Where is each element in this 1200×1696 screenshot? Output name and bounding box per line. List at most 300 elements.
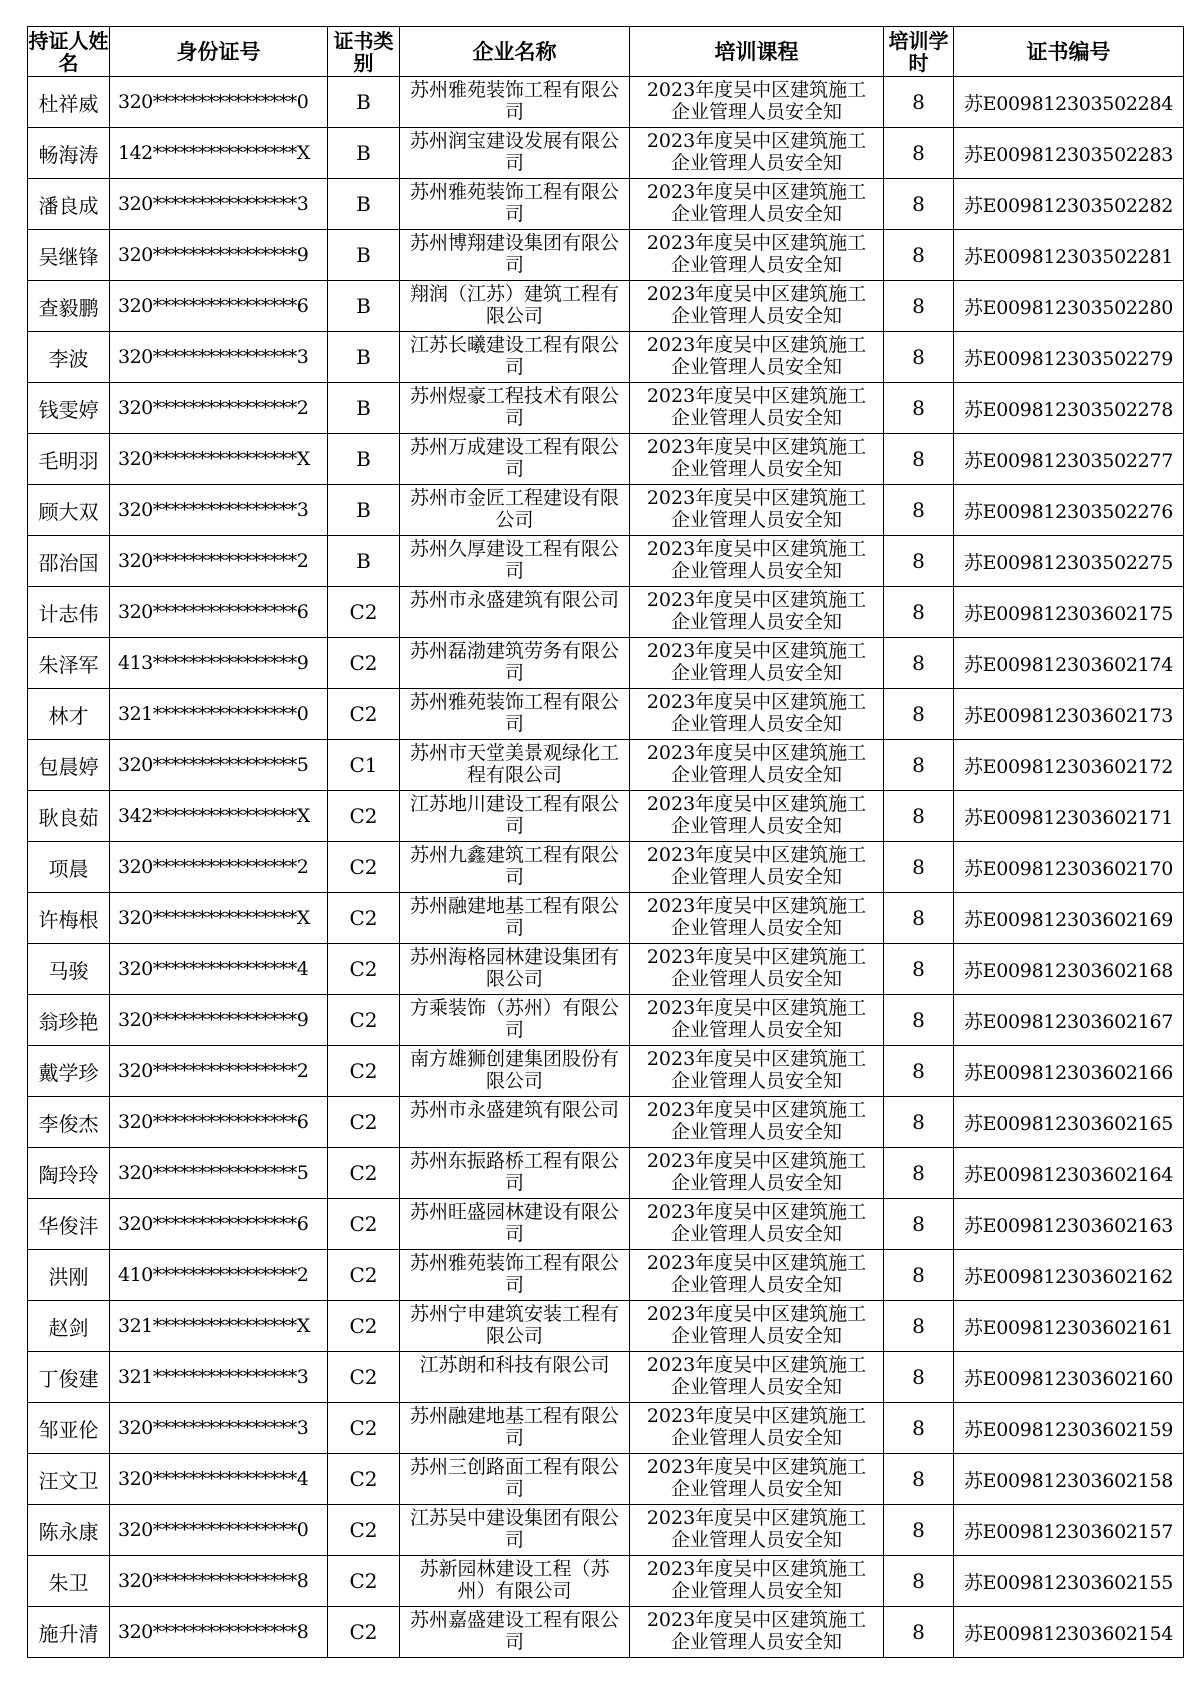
table-row [28, 1046, 1184, 1097]
course-cell-text: 2023年度吴中区建筑施工企业管理人员安全知 [646, 792, 867, 837]
course-cell-text: 2023年度吴中区建筑施工企业管理人员安全知 [646, 1302, 867, 1347]
holder-name-cell: 畅海涛 [28, 128, 110, 179]
header-course: 培训课程 [630, 27, 884, 77]
hours-cell: 8 [884, 1148, 954, 1199]
company-cell-text: 苏州雅苑装饰工程有限公司 [410, 180, 620, 225]
cert-number-cell: 苏E009812303602163 [954, 1199, 1184, 1250]
id-number-cell: 320****************6 [110, 587, 328, 638]
holder-name-cell: 邵治国 [28, 536, 110, 587]
cert-number-cell: 苏E009812303502277 [954, 434, 1184, 485]
cert-type-cell: C2 [328, 1199, 400, 1250]
holder-name-cell: 汪文卫 [28, 1454, 110, 1505]
course-cell-text: 2023年度吴中区建筑施工企业管理人员安全知 [646, 894, 867, 939]
header-hours: 培训学时 [884, 27, 954, 77]
table-row [28, 77, 1184, 128]
id-number-cell: 320****************5 [110, 1148, 328, 1199]
table-row [28, 1556, 1184, 1607]
cert-type-cell: C2 [328, 944, 400, 995]
course-cell [630, 128, 884, 179]
course-cell [630, 944, 884, 995]
course-cell-text: 2023年度吴中区建筑施工企业管理人员安全知 [646, 435, 867, 480]
company-cell-text: 苏州旺盛园林建设有限公司 [410, 1200, 620, 1245]
hours-cell: 8 [884, 485, 954, 536]
cert-number-cell: 苏E009812303602167 [954, 995, 1184, 1046]
id-number-cell: 410****************2 [110, 1250, 328, 1301]
hours-cell: 8 [884, 536, 954, 587]
course-cell [630, 791, 884, 842]
holder-name-cell: 陈永康 [28, 1505, 110, 1556]
table-row [28, 332, 1184, 383]
header-id-number: 身份证号 [110, 27, 328, 77]
cert-type-cell: C1 [328, 740, 400, 791]
holder-name-cell: 赵剑 [28, 1301, 110, 1352]
company-cell [400, 230, 630, 281]
company-cell-text: 苏州宁申建筑安装工程有限公司 [410, 1302, 620, 1347]
id-number-cell: 320****************9 [110, 230, 328, 281]
cert-number-cell: 苏E009812303502279 [954, 332, 1184, 383]
table-row [28, 740, 1184, 791]
table-row [28, 1097, 1184, 1148]
hours-cell: 8 [884, 1352, 954, 1403]
cert-type-cell: C2 [328, 1607, 400, 1658]
company-cell [400, 995, 630, 1046]
table-row [28, 689, 1184, 740]
cert-number-cell: 苏E009812303602172 [954, 740, 1184, 791]
course-cell [630, 485, 884, 536]
course-cell [630, 332, 884, 383]
company-cell [400, 740, 630, 791]
hours-cell: 8 [884, 1199, 954, 1250]
holder-name-cell: 杜祥威 [28, 77, 110, 128]
company-cell-text: 苏州三创路面工程有限公司 [410, 1455, 620, 1500]
table-row [28, 791, 1184, 842]
company-cell [400, 179, 630, 230]
course-cell [630, 1607, 884, 1658]
holder-name-cell: 计志伟 [28, 587, 110, 638]
cert-type-cell: B [328, 77, 400, 128]
id-number-cell: 320****************2 [110, 536, 328, 587]
table-row [28, 842, 1184, 893]
company-cell-text: 苏州雅苑装饰工程有限公司 [410, 1251, 620, 1296]
company-cell-text: 苏州市天堂美景观绿化工程有限公司 [410, 741, 620, 786]
hours-cell: 8 [884, 791, 954, 842]
cert-type-cell: C2 [328, 587, 400, 638]
hours-cell: 8 [884, 128, 954, 179]
cert-number-cell: 苏E009812303602157 [954, 1505, 1184, 1556]
table-row [28, 434, 1184, 485]
cert-type-cell: C2 [328, 995, 400, 1046]
company-cell-text: 苏州市永盛建筑有限公司 [410, 1098, 620, 1121]
table-row [28, 1607, 1184, 1658]
company-cell [400, 1352, 630, 1403]
cert-type-cell: C2 [328, 1046, 400, 1097]
holder-name-cell: 翁珍艳 [28, 995, 110, 1046]
company-cell [400, 485, 630, 536]
holder-name-cell: 马骏 [28, 944, 110, 995]
id-number-cell: 320****************X [110, 434, 328, 485]
course-cell [630, 1199, 884, 1250]
table-body [28, 77, 1184, 1658]
holder-name-cell: 李波 [28, 332, 110, 383]
id-number-cell: 320****************3 [110, 332, 328, 383]
cert-type-cell: B [328, 230, 400, 281]
course-cell-text: 2023年度吴中区建筑施工企业管理人员安全知 [646, 78, 867, 123]
hours-cell: 8 [884, 1454, 954, 1505]
company-cell [400, 383, 630, 434]
cert-type-cell: C2 [328, 1097, 400, 1148]
company-cell-text: 苏州东振路桥工程有限公司 [410, 1149, 620, 1194]
course-cell-text: 2023年度吴中区建筑施工企业管理人员安全知 [646, 1608, 867, 1653]
table-row [28, 485, 1184, 536]
id-number-cell: 320****************8 [110, 1556, 328, 1607]
company-cell [400, 1505, 630, 1556]
cert-type-cell: B [328, 485, 400, 536]
company-cell-text: 苏州万成建设工程有限公司 [410, 435, 620, 480]
table-row [28, 230, 1184, 281]
course-cell-text: 2023年度吴中区建筑施工企业管理人员安全知 [646, 1251, 867, 1296]
table-row [28, 1505, 1184, 1556]
company-cell-text: 南方雄狮创建集团股份有限公司 [410, 1047, 620, 1092]
company-cell [400, 332, 630, 383]
company-cell [400, 1454, 630, 1505]
id-number-cell: 142****************X [110, 128, 328, 179]
company-cell-text: 苏州融建地基工程有限公司 [410, 894, 620, 939]
course-cell [630, 842, 884, 893]
cert-type-cell: C2 [328, 1301, 400, 1352]
company-cell [400, 1046, 630, 1097]
course-cell [630, 689, 884, 740]
cert-type-cell: C2 [328, 1352, 400, 1403]
header-company: 企业名称 [400, 27, 630, 77]
cert-number-cell: 苏E009812303602168 [954, 944, 1184, 995]
cert-type-cell: C2 [328, 1505, 400, 1556]
course-cell [630, 230, 884, 281]
cert-number-cell: 苏E009812303602164 [954, 1148, 1184, 1199]
company-cell [400, 128, 630, 179]
course-cell-text: 2023年度吴中区建筑施工企业管理人员安全知 [646, 1353, 867, 1398]
holder-name-cell: 陶玲玲 [28, 1148, 110, 1199]
course-cell [630, 638, 884, 689]
company-cell-text: 苏州嘉盛建设工程有限公司 [410, 1608, 620, 1653]
id-number-cell: 320****************3 [110, 485, 328, 536]
cert-number-cell: 苏E009812303602159 [954, 1403, 1184, 1454]
cert-number-cell: 苏E009812303502282 [954, 179, 1184, 230]
id-number-cell: 320****************6 [110, 1097, 328, 1148]
hours-cell: 8 [884, 77, 954, 128]
course-cell [630, 1046, 884, 1097]
holder-name-cell: 洪刚 [28, 1250, 110, 1301]
table-row [28, 995, 1184, 1046]
table-row [28, 536, 1184, 587]
holder-name-cell: 戴学珍 [28, 1046, 110, 1097]
company-cell-text: 苏州海格园林建设集团有限公司 [410, 945, 620, 990]
hours-cell: 8 [884, 1301, 954, 1352]
id-number-cell: 320****************9 [110, 995, 328, 1046]
company-cell [400, 1403, 630, 1454]
course-cell-text: 2023年度吴中区建筑施工企业管理人员安全知 [646, 1557, 867, 1602]
course-cell-text: 2023年度吴中区建筑施工企业管理人员安全知 [646, 384, 867, 429]
hours-cell: 8 [884, 281, 954, 332]
hours-cell: 8 [884, 689, 954, 740]
hours-cell: 8 [884, 383, 954, 434]
hours-cell: 8 [884, 332, 954, 383]
holder-name-cell: 朱泽军 [28, 638, 110, 689]
company-cell [400, 1097, 630, 1148]
cert-number-cell: 苏E009812303602174 [954, 638, 1184, 689]
hours-cell: 8 [884, 995, 954, 1046]
cert-type-cell: C2 [328, 1556, 400, 1607]
id-number-cell: 320****************4 [110, 1454, 328, 1505]
company-cell-text: 苏州润宝建设发展有限公司 [410, 129, 620, 174]
company-cell-text: 苏州久厚建设工程有限公司 [410, 537, 620, 582]
course-cell [630, 1097, 884, 1148]
header-cert-type: 证书类别 [328, 27, 400, 77]
course-cell [630, 1403, 884, 1454]
header-cert-number: 证书编号 [954, 27, 1184, 77]
hours-cell: 8 [884, 434, 954, 485]
company-cell [400, 638, 630, 689]
course-cell [630, 1301, 884, 1352]
holder-name-cell: 吴继锋 [28, 230, 110, 281]
cert-number-cell: 苏E009812303602169 [954, 893, 1184, 944]
certificate-table [27, 26, 1184, 1658]
table-row [28, 1199, 1184, 1250]
table-row [28, 281, 1184, 332]
cert-number-cell: 苏E009812303502275 [954, 536, 1184, 587]
table-row [28, 1352, 1184, 1403]
table-row [28, 893, 1184, 944]
holder-name-cell: 潘良成 [28, 179, 110, 230]
course-cell-text: 2023年度吴中区建筑施工企业管理人员安全知 [646, 333, 867, 378]
cert-type-cell: B [328, 179, 400, 230]
table-row [28, 1301, 1184, 1352]
hours-cell: 8 [884, 1403, 954, 1454]
holder-name-cell: 钱雯婷 [28, 383, 110, 434]
hours-cell: 8 [884, 944, 954, 995]
cert-number-cell: 苏E009812303602158 [954, 1454, 1184, 1505]
hours-cell: 8 [884, 638, 954, 689]
company-cell-text: 苏州磊渤建筑劳务有限公司 [410, 639, 620, 684]
hours-cell: 8 [884, 1505, 954, 1556]
cert-type-cell: C2 [328, 791, 400, 842]
holder-name-cell: 朱卫 [28, 1556, 110, 1607]
table-row [28, 1250, 1184, 1301]
company-cell-text: 江苏朗和科技有限公司 [419, 1353, 610, 1376]
cert-type-cell: C2 [328, 689, 400, 740]
course-cell-text: 2023年度吴中区建筑施工企业管理人员安全知 [646, 486, 867, 531]
course-cell-text: 2023年度吴中区建筑施工企业管理人员安全知 [646, 180, 867, 225]
id-number-cell: 342****************X [110, 791, 328, 842]
holder-name-cell: 邹亚伦 [28, 1403, 110, 1454]
course-cell-text: 2023年度吴中区建筑施工企业管理人员安全知 [646, 945, 867, 990]
cert-type-cell: B [328, 434, 400, 485]
company-cell-text: 苏州博翔建设集团有限公司 [410, 231, 620, 276]
company-cell-text: 苏新园林建设工程（苏州）有限公司 [419, 1557, 610, 1602]
cert-number-cell: 苏E009812303502281 [954, 230, 1184, 281]
cert-type-cell: C2 [328, 893, 400, 944]
course-cell-text: 2023年度吴中区建筑施工企业管理人员安全知 [646, 282, 867, 327]
company-cell-text: 苏州雅苑装饰工程有限公司 [410, 690, 620, 735]
hours-cell: 8 [884, 587, 954, 638]
course-cell-text: 2023年度吴中区建筑施工企业管理人员安全知 [646, 231, 867, 276]
cert-type-cell: B [328, 281, 400, 332]
company-cell-text: 翔润（江苏）建筑工程有限公司 [410, 282, 620, 327]
cert-number-cell: 苏E009812303602165 [954, 1097, 1184, 1148]
course-cell-text: 2023年度吴中区建筑施工企业管理人员安全知 [646, 1200, 867, 1245]
company-cell-text: 苏州市金匠工程建设有限公司 [410, 486, 620, 531]
cert-type-cell: C2 [328, 1250, 400, 1301]
course-cell-text: 2023年度吴中区建筑施工企业管理人员安全知 [646, 741, 867, 786]
table-row [28, 1454, 1184, 1505]
hours-cell: 8 [884, 230, 954, 281]
course-cell-text: 2023年度吴中区建筑施工企业管理人员安全知 [646, 1506, 867, 1551]
cert-number-cell: 苏E009812303602171 [954, 791, 1184, 842]
cert-type-cell: C2 [328, 1403, 400, 1454]
company-cell-text: 方乘装饰（苏州）有限公司 [410, 996, 620, 1041]
cert-type-cell: C2 [328, 638, 400, 689]
course-cell [630, 1505, 884, 1556]
table-header [28, 27, 1184, 77]
id-number-cell: 320****************6 [110, 281, 328, 332]
course-cell [630, 893, 884, 944]
course-cell-text: 2023年度吴中区建筑施工企业管理人员安全知 [646, 843, 867, 888]
cert-number-cell: 苏E009812303602161 [954, 1301, 1184, 1352]
cert-number-cell: 苏E009812303502276 [954, 485, 1184, 536]
holder-name-cell: 项晨 [28, 842, 110, 893]
holder-name-cell: 许梅根 [28, 893, 110, 944]
course-cell-text: 2023年度吴中区建筑施工企业管理人员安全知 [646, 690, 867, 735]
course-cell [630, 1556, 884, 1607]
table-row [28, 179, 1184, 230]
hours-cell: 8 [884, 179, 954, 230]
table-row [28, 1148, 1184, 1199]
holder-name-cell: 查毅鹏 [28, 281, 110, 332]
hours-cell: 8 [884, 842, 954, 893]
id-number-cell: 413****************9 [110, 638, 328, 689]
company-cell [400, 587, 630, 638]
hours-cell: 8 [884, 1250, 954, 1301]
company-cell [400, 1250, 630, 1301]
id-number-cell: 320****************0 [110, 1505, 328, 1556]
course-cell [630, 536, 884, 587]
id-number-cell: 320****************3 [110, 179, 328, 230]
cert-type-cell: B [328, 383, 400, 434]
company-cell [400, 1301, 630, 1352]
id-number-cell: 320****************2 [110, 842, 328, 893]
table-row [28, 128, 1184, 179]
cert-type-cell: B [328, 536, 400, 587]
cert-number-cell: 苏E009812303502278 [954, 383, 1184, 434]
company-cell [400, 791, 630, 842]
course-cell [630, 383, 884, 434]
header-holder-name: 持证人姓名 [28, 28, 109, 75]
holder-name-cell: 华俊沣 [28, 1199, 110, 1250]
hours-cell: 8 [884, 1607, 954, 1658]
cert-number-cell: 苏E009812303602170 [954, 842, 1184, 893]
cert-number-cell: 苏E009812303602166 [954, 1046, 1184, 1097]
course-cell-text: 2023年度吴中区建筑施工企业管理人员安全知 [646, 1404, 867, 1449]
cert-type-cell: C2 [328, 1454, 400, 1505]
course-cell-text: 2023年度吴中区建筑施工企业管理人员安全知 [646, 996, 867, 1041]
cert-type-cell: C2 [328, 842, 400, 893]
id-number-cell: 320****************X [110, 893, 328, 944]
hours-cell: 8 [884, 1046, 954, 1097]
course-cell-text: 2023年度吴中区建筑施工企业管理人员安全知 [646, 537, 867, 582]
id-number-cell: 320****************2 [110, 1046, 328, 1097]
course-cell [630, 1250, 884, 1301]
course-cell [630, 1454, 884, 1505]
id-number-cell: 321****************3 [110, 1352, 328, 1403]
holder-name-cell: 丁俊建 [28, 1352, 110, 1403]
course-cell-text: 2023年度吴中区建筑施工企业管理人员安全知 [646, 588, 867, 633]
company-cell [400, 434, 630, 485]
course-cell [630, 77, 884, 128]
company-cell-text: 江苏长曦建设工程有限公司 [410, 333, 620, 378]
table-row [28, 1403, 1184, 1454]
company-cell [400, 893, 630, 944]
company-cell-text: 苏州九鑫建筑工程有限公司 [410, 843, 620, 888]
cert-type-cell: B [328, 332, 400, 383]
cert-type-cell: B [328, 128, 400, 179]
company-cell-text: 苏州融建地基工程有限公司 [410, 1404, 620, 1449]
course-cell-text: 2023年度吴中区建筑施工企业管理人员安全知 [646, 639, 867, 684]
header-row [28, 27, 1184, 77]
cert-number-cell: 苏E009812303502283 [954, 128, 1184, 179]
company-cell [400, 77, 630, 128]
course-cell [630, 587, 884, 638]
course-cell [630, 740, 884, 791]
cert-type-cell: C2 [328, 1148, 400, 1199]
id-number-cell: 320****************8 [110, 1607, 328, 1658]
company-cell-text: 江苏地川建设工程有限公司 [410, 792, 620, 837]
company-cell-text: 苏州煜豪工程技术有限公司 [410, 384, 620, 429]
course-cell-text: 2023年度吴中区建筑施工企业管理人员安全知 [646, 129, 867, 174]
course-cell-text: 2023年度吴中区建筑施工企业管理人员安全知 [646, 1047, 867, 1092]
course-cell-text: 2023年度吴中区建筑施工企业管理人员安全知 [646, 1149, 867, 1194]
holder-name-cell: 包晨婷 [28, 740, 110, 791]
course-cell-text: 2023年度吴中区建筑施工企业管理人员安全知 [646, 1098, 867, 1143]
table-row [28, 944, 1184, 995]
course-cell [630, 434, 884, 485]
company-cell [400, 1607, 630, 1658]
course-cell [630, 179, 884, 230]
course-cell [630, 281, 884, 332]
id-number-cell: 320****************6 [110, 1199, 328, 1250]
company-cell [400, 689, 630, 740]
hours-cell: 8 [884, 1556, 954, 1607]
holder-name-cell: 顾大双 [28, 485, 110, 536]
company-cell [400, 1199, 630, 1250]
company-cell [400, 1556, 630, 1607]
company-cell [400, 536, 630, 587]
hours-cell: 8 [884, 740, 954, 791]
cert-number-cell: 苏E009812303602160 [954, 1352, 1184, 1403]
cert-number-cell: 苏E009812303602173 [954, 689, 1184, 740]
course-cell-text: 2023年度吴中区建筑施工企业管理人员安全知 [646, 1455, 867, 1500]
id-number-cell: 320****************5 [110, 740, 328, 791]
company-cell-text: 江苏吴中建设集团有限公司 [410, 1506, 620, 1551]
company-cell-text: 苏州雅苑装饰工程有限公司 [410, 78, 620, 123]
holder-name-cell: 李俊杰 [28, 1097, 110, 1148]
table-row [28, 383, 1184, 434]
table-row [28, 638, 1184, 689]
holder-name-cell: 林才 [28, 689, 110, 740]
cert-number-cell: 苏E009812303602154 [954, 1607, 1184, 1658]
cert-number-cell: 苏E009812303602155 [954, 1556, 1184, 1607]
id-number-cell: 320****************0 [110, 77, 328, 128]
company-cell-text: 苏州市永盛建筑有限公司 [410, 588, 620, 611]
id-number-cell: 321****************X [110, 1301, 328, 1352]
